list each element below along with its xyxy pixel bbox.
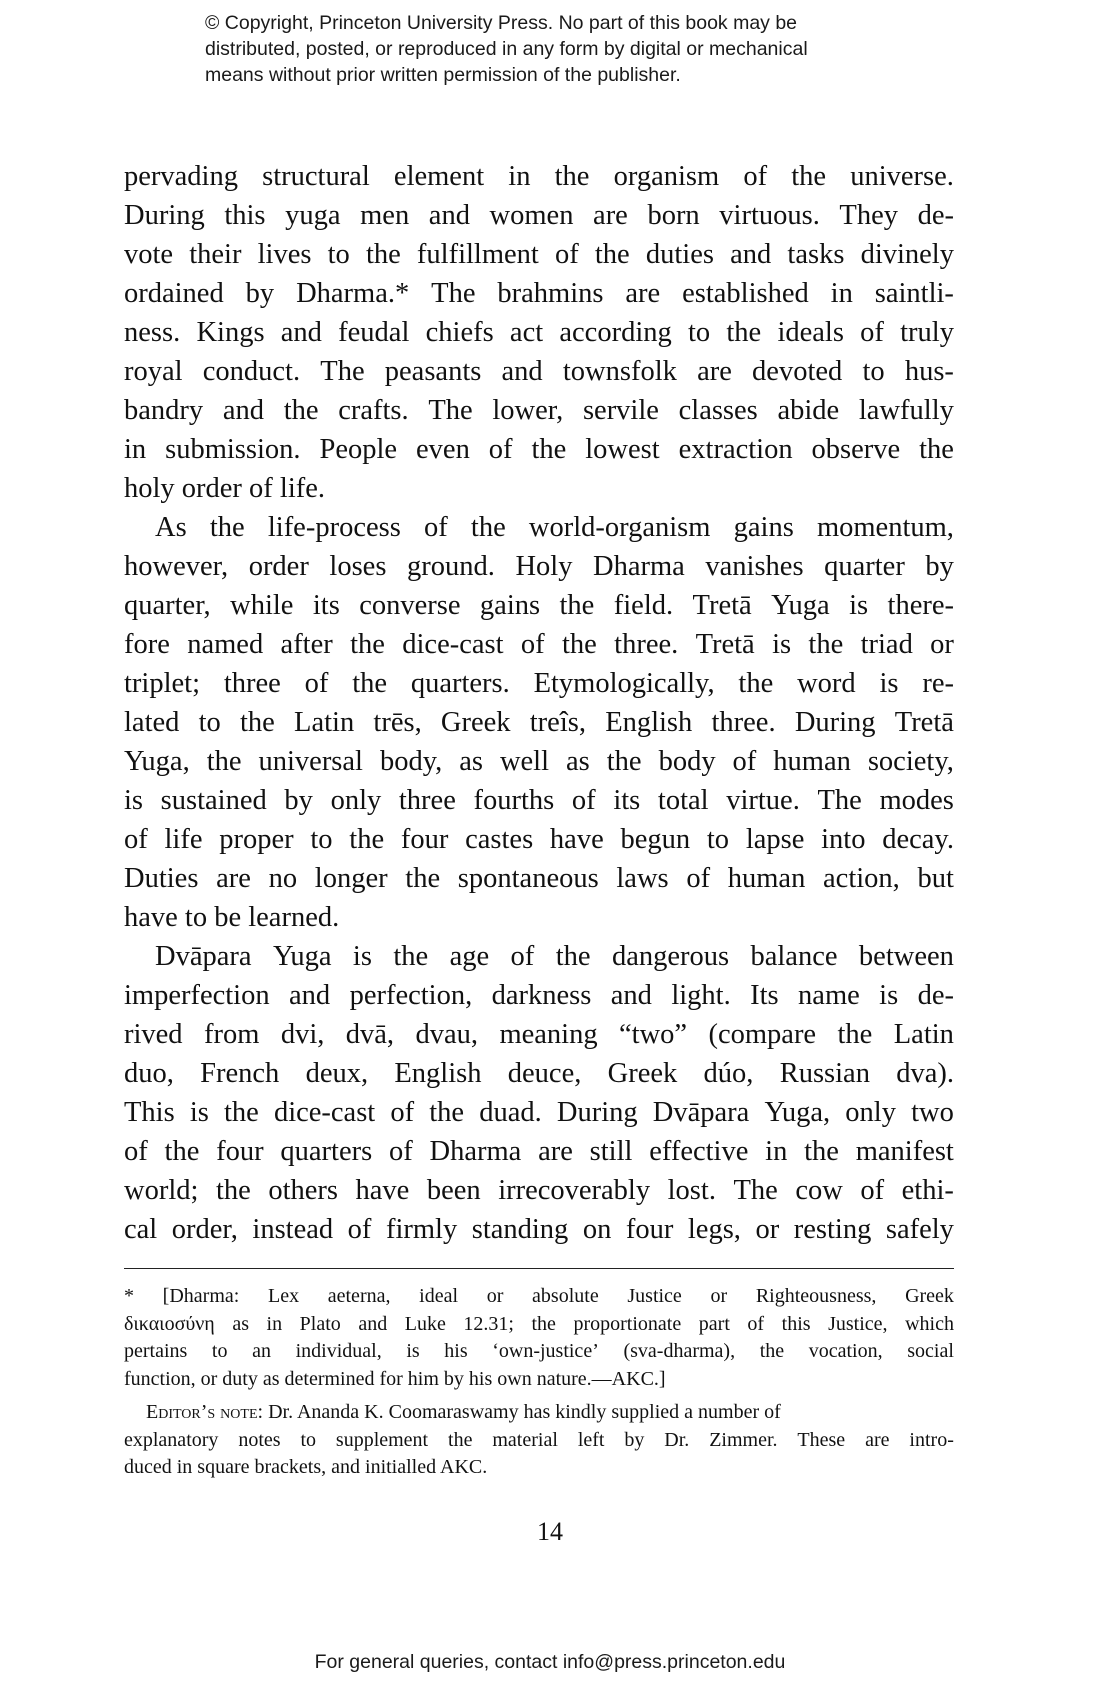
editor-note-line: explanatory notes to supplement the material left by Dr. Zimmer. These are intro-	[124, 1428, 954, 1451]
body-line: world; the others have been irrecoverably lost. The cow of ethi-	[124, 1175, 954, 1206]
body-line: royal conduct. The peasants and townsfolk are devoted to hus-	[124, 356, 954, 387]
body-line: bandry and the crafts. The lower, servile classes abide lawfully	[124, 395, 954, 426]
body-line: however, order loses ground. Holy Dharma vanishes quarter by	[124, 551, 954, 582]
body-line: Duties are no longer the spontaneous laws of human action, but	[124, 863, 954, 894]
body-line: fore named after the dice-cast of the three. Tretā is the triad or	[124, 629, 954, 660]
body-line: of life proper to the four castes have begun to lapse into decay.	[124, 824, 954, 855]
copyright-notice	[205, 10, 905, 88]
body-line: ordained by Dharma.* The brahmins are established in saintli-	[124, 278, 954, 309]
body-line: cal order, instead of firmly standing on four legs, or resting safely	[124, 1214, 954, 1245]
copyright-line: © Copyright, Princeton University Press. No part of this book may be	[205, 12, 798, 34]
footnote-line: * [Dharma: Lex aeterna, ideal or absolute Justice or Righteousness, Greek	[124, 1285, 954, 1307]
body-line: During this yuga men and women are born virtuous. They de-	[124, 200, 954, 231]
footnote-line: function, or duty as determined for him by his own nature.—AKC.]	[124, 1367, 666, 1390]
editor-note-line: duced in square brackets, and initialled AKC.	[124, 1456, 488, 1478]
editor-note-label: Editor’s note:	[146, 1401, 264, 1423]
body-line: This is the dice-cast of the duad. During Dvāpara Yuga, only two	[124, 1097, 954, 1128]
body-line: holy order of life.	[124, 473, 326, 504]
body-line: ness. Kings and feudal chiefs act according to the ideals of truly	[124, 317, 954, 348]
editor-note-text: Dr. Ananda K. Coomaraswamy has kindly supplied a number of	[263, 1401, 781, 1423]
body-line: is sustained by only three fourths of its total virtue. The modes	[124, 785, 954, 816]
footnotes	[124, 1283, 954, 1482]
page-number: 14	[537, 1517, 563, 1546]
body-line: triplet; three of the quarters. Etymologically, the word is re-	[124, 668, 954, 699]
body-line: imperfection and perfection, darkness and light. Its name is de-	[124, 980, 954, 1011]
editor-note-first-line	[124, 1399, 954, 1427]
main-text	[124, 157, 954, 1249]
body-line: rived from dvi, dvā, dvau, meaning “two” (compare the Latin	[124, 1019, 954, 1050]
copyright-line: distributed, posted, or reproduced in any form by digital or mechanical	[205, 38, 808, 60]
footer-contact: For general queries, contact info@press.princeton.edu	[314, 1651, 786, 1673]
body-line: in submission. People even of the lowest extraction observe the	[124, 434, 954, 465]
footnote-line: δικαιοσύνη as in Plato and Luke 12.31; the proportionate part of this Justice, which	[124, 1312, 954, 1335]
body-line: As the life-process of the world-organism gains momentum,	[155, 512, 954, 543]
body-line: quarter, while its converse gains the field. Tretā Yuga is there-	[124, 590, 954, 621]
body-line: have to be learned.	[124, 902, 340, 933]
body-line: vote their lives to the fulfillment of the duties and tasks divinely	[124, 239, 954, 270]
footnote-line: pertains to an individual, is his ‘own-justice’ (sva-dharma), the vocation, social	[124, 1340, 954, 1362]
body-line: of the four quarters of Dharma are still effective in the manifest	[124, 1136, 954, 1167]
body-line: Dvāpara Yuga is the age of the dangerous balance between	[155, 941, 954, 972]
body-line: lated to the Latin trēs, Greek treîs, English three. During Tretā	[124, 707, 954, 738]
body-line: Yuga, the universal body, as well as the body of human society,	[124, 746, 954, 777]
copyright-line: means without prior written permission of the publisher.	[205, 64, 681, 86]
body-line: pervading structural element in the organism of the universe.	[124, 161, 954, 192]
body-line: duo, French deux, English deuce, Greek dúo, Russian dva).	[124, 1058, 954, 1089]
footnote-rule	[124, 1268, 954, 1269]
